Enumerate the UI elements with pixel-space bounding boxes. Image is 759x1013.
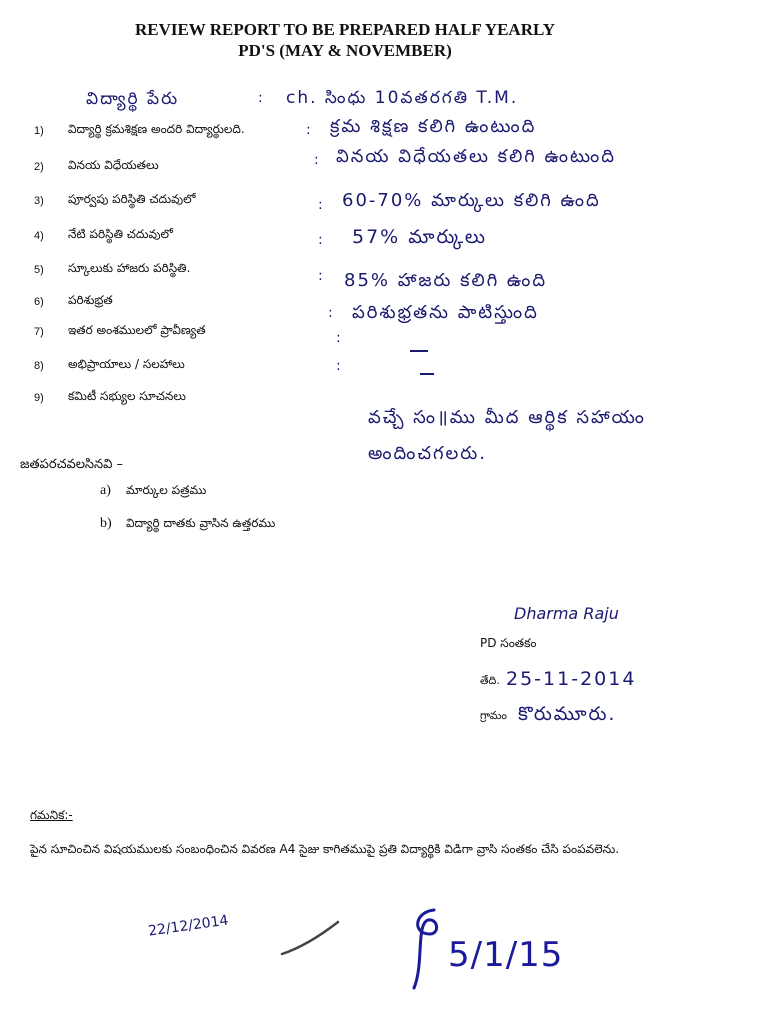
item-answer-dash	[420, 373, 434, 375]
tick-mark-icon	[280, 918, 340, 958]
item-label: పూర్వపు పరిస్థితి చదువులో	[68, 192, 196, 206]
colon: :	[318, 268, 323, 284]
item-label: వినయ విధేయతలు	[68, 158, 159, 172]
date-label: తేది.	[480, 674, 500, 687]
handwritten-date-2: 5/1/15	[448, 935, 564, 975]
attachment-letter: a)	[100, 483, 111, 498]
pd-signature: Dharma Raju	[514, 604, 619, 623]
student-name-label: విద్యార్థి పేరు	[86, 89, 180, 109]
item-answer-dash	[410, 350, 428, 352]
item-answer: 85% హాజరు కలిగి ఉంది	[344, 270, 548, 291]
report-title-line1: REVIEW REPORT TO BE PREPARED HALF YEARLY	[134, 20, 556, 39]
item-number: 6)	[34, 296, 44, 308]
note-text: పైన సూచించిన విషయములకు సంబంధించిన వివరణ A4 సైజు కాగితముపై ప్రతి విద్యార్థికి విడిగా వ్రాసి సంతకం చేసి పంపవలెను.	[30, 842, 620, 856]
item-label: ఇతర అంశములలో ప్రావీణ్యత	[68, 323, 206, 337]
item-label: పరిశుభ్రత	[68, 293, 113, 307]
pd-signature-label: PD సంతకం	[480, 636, 537, 650]
item-number: 9)	[34, 392, 44, 404]
colon: :	[318, 232, 323, 248]
date-value: 25-11-2014	[506, 668, 637, 690]
colon: :	[318, 197, 323, 213]
colon: :	[314, 152, 319, 168]
item-answer: వినయ విధేయతలు కలిగి ఉంటుంది	[336, 146, 616, 167]
item-number: 4)	[34, 230, 44, 242]
colon: :	[306, 122, 311, 138]
item-number: 7)	[34, 326, 44, 338]
item-label: కమిటీ సభ్యుల సూచనలు	[68, 389, 186, 403]
village-value: కొరుమూరు.	[518, 703, 617, 725]
item-number: 1)	[34, 125, 44, 137]
item-label: నేటి పరిస్థితి చదువులో	[68, 227, 173, 241]
item-label: స్కూలుకు హాజరు పరిస్థితి.	[68, 261, 191, 275]
item-answer: 60-70% మార్కులు కలిగి ఉంది	[342, 190, 601, 211]
note-heading: గమనిక:-	[30, 808, 73, 822]
item-answer: వచ్చే సం॥ము మీద ఆర్థిక సహాయం అందించగలరు.	[368, 407, 646, 464]
student-name-value: ch. సింధు 10వతరగతి T.M.	[286, 88, 519, 108]
item-number: 8)	[34, 360, 44, 372]
attachment-letter: b)	[100, 516, 112, 531]
item-number: 2)	[34, 161, 44, 173]
initial-signature-icon	[404, 904, 454, 994]
item-number: 3)	[34, 195, 44, 207]
colon: :	[258, 90, 263, 106]
handwritten-date-1: 22/12/2014	[147, 912, 230, 940]
item-label: అభిప్రాయాలు / సలహాలు	[68, 357, 185, 371]
village-label: గ్రామం	[480, 709, 508, 722]
colon: :	[336, 358, 341, 374]
attachment-item: మార్కుల పత్రము	[126, 483, 207, 497]
item-answer: క్రమ శిక్షణ కలిగి ఉంటుంది	[330, 116, 537, 137]
attachments-heading: జతపరచవలసినవి –	[20, 457, 124, 472]
report-title-line2: PD'S (MAY & NOVEMBER)	[238, 41, 452, 60]
item-answer: పరిశుభ్రతను పాటిస్తుంది	[352, 302, 539, 323]
item-answer: 57% మార్కులు	[352, 226, 487, 248]
item-number: 5)	[34, 264, 44, 276]
colon: :	[336, 330, 341, 346]
attachment-item: విద్యార్థి దాతకు వ్రాసిన ఉత్తరము	[126, 516, 276, 530]
colon: :	[328, 305, 333, 321]
item-label: విద్యార్థి క్రమశిక్షణ అందరి విద్యార్థులది.	[68, 122, 245, 136]
